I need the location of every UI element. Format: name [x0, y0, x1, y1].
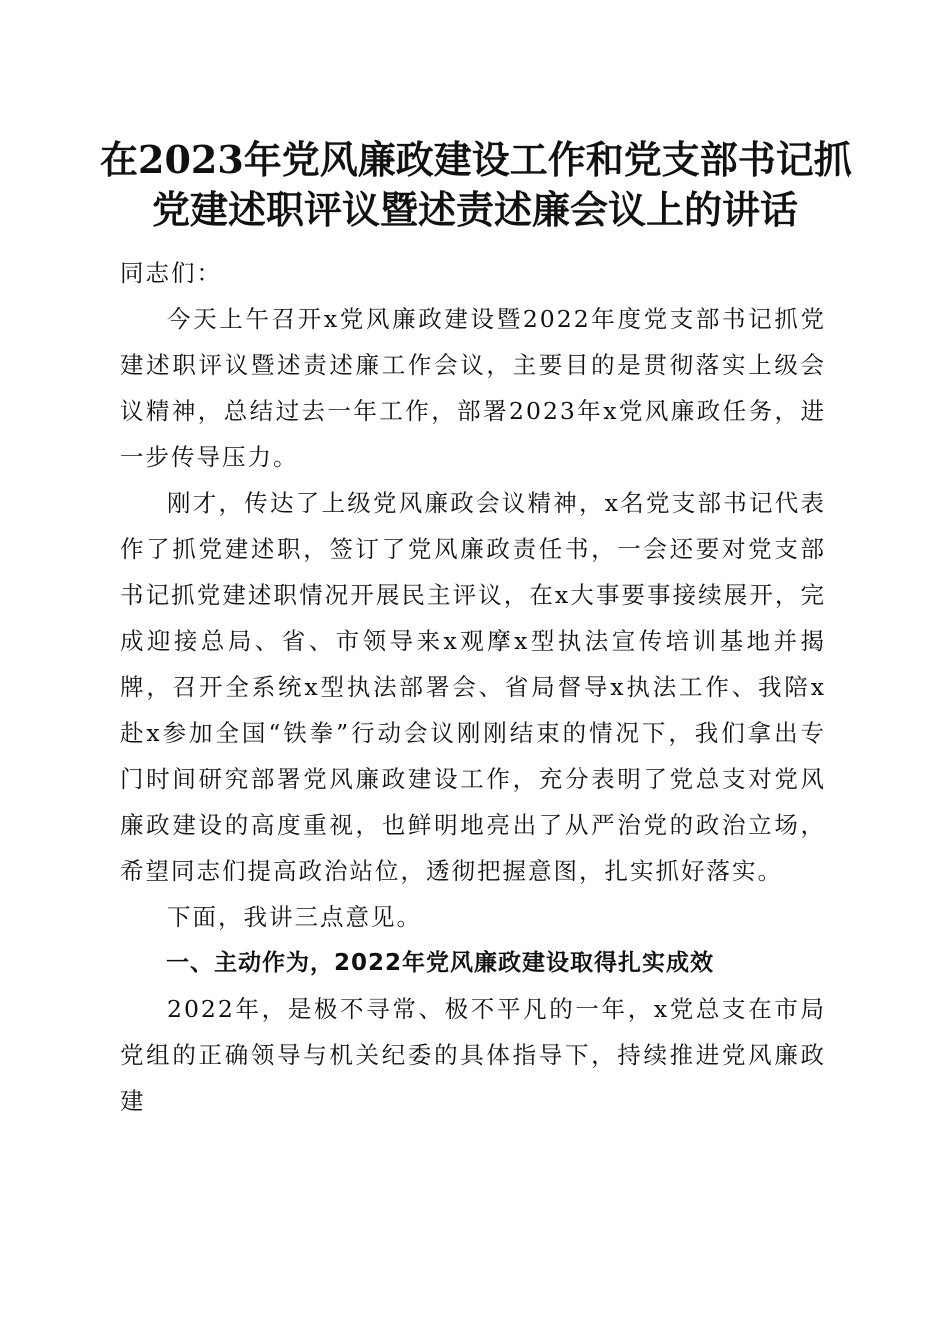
title-line-1: 在2023年党风廉政建设工作和党支部书记抓: [100, 137, 852, 182]
section-heading-1: 一、主动作为，2022年党风廉政建设取得扎实成效: [166, 950, 715, 976]
paragraph-transition: 下面，我讲三点意见。: [167, 903, 422, 931]
salutation: 同志们：: [120, 259, 222, 287]
paragraph-section-1: 2022年，是极不寻常、极不平凡的一年，x党总支在市局党组的正确领导与机关纪委的具体指导下，持续推进党风廉政建: [120, 995, 826, 1115]
document-title: [100, 135, 850, 235]
paragraph-intro: 今天上午召开x党风廉政建设暨2022年度党支部书记抓党建述职评议暨述责述廉工作会议，主要目的是贯彻落实上级会议精神，总结过去一年工作，部署2023年x党风廉政任务，进一步传导压力。: [120, 305, 826, 471]
document-body: [120, 250, 826, 1124]
paragraph-context: 刚才，传达了上级党风廉政会议精神，x名党支部书记代表作了抓党建述职，签订了党风廉政责任书，一会还要对党支部书记抓党建述职情况开展民主评议，在x大事要事接续展开，完成迎接总局、省、市领导来x观摩x型执法宣传培训基地并揭牌，召开全系统x型执法部署会、省局督导x执法工作、我陪x赴x参加全国“铁拳”行动会议刚刚结束的情况下，我们拿出专门时间研究部署党风廉政建设工作，充分表明了党总支对党风廉政建设的高度重视，也鲜明地亮出了从严治党的政治立场，希望同志们提高政治站位，透彻把握意图，扎实抓好落实。: [120, 489, 826, 885]
title-line-2: 党建述职评议暨述责述廉会议上的讲话: [151, 187, 798, 232]
